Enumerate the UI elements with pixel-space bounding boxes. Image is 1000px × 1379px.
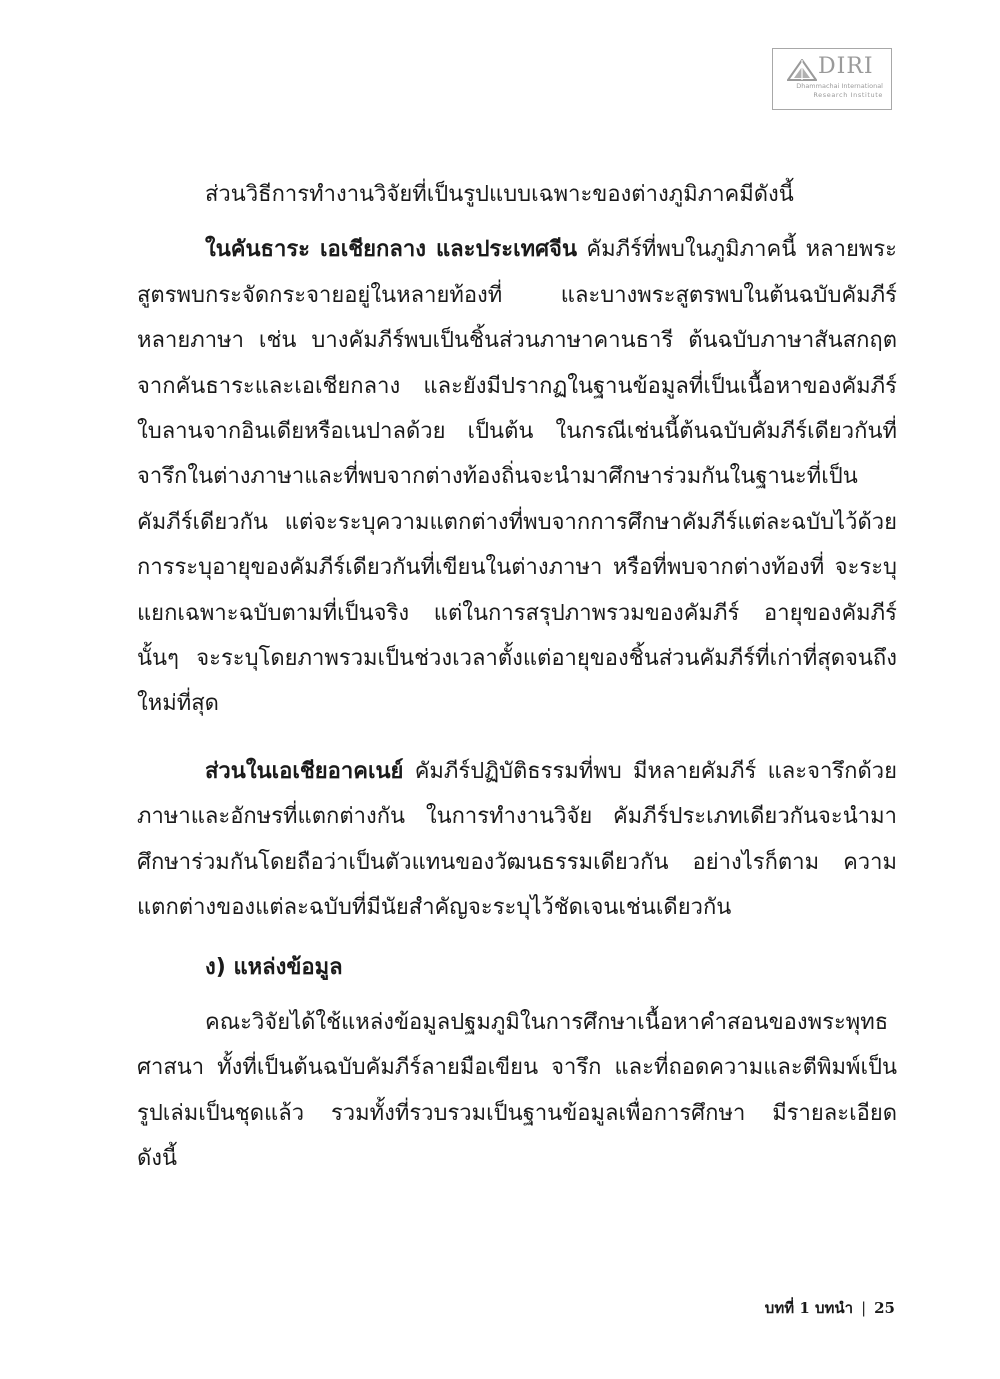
paragraph-data-sources: คณะวิจัยได้ใช้แหล่งข้อมูลปฐมภูมิในการศึกษาเนื้อหาคำสอนของพระพุทธศาสนา ทั้งที่เป็นต้นฉบับคัมภีร์ลายมือเขียน จารึก และที่ถอดความและตีพิมพ์เป็นรูปเล่มเป็นชุดแล้ว รวมทั้งที่รวบรวมเป็นฐานข้อมูลเพื่อการศึกษา มีรายละเอียดดังนี้ [137,1009,897,1172]
chapter-label: บทที่ 1 บทนำ [764,1299,854,1317]
page-footer [765,1296,895,1320]
diri-logo [772,48,892,110]
page-body [137,172,897,1182]
section-heading: ง) แหล่งข้อมูล [205,954,343,980]
footer-separator: | [861,1299,867,1317]
triangle-logo-icon [787,59,817,81]
paragraph-central-asia [137,227,897,726]
logo-subtitle: Dhammachai International [796,82,883,90]
logo-subtitle-2: Research Institute [813,91,883,99]
paragraph-text: คัมภีร์ที่พบในภูมิภาคนี้ หลายพระสูตรพบกระจัดกระจายอยู่ในหลายท้องที่ และบางพระสูตรพบในต้นฉบับคัมภีร์หลายภาษา เช่น บางคัมภีร์พบเป็นชิ้นส่วนภาษาคานธารี ต้นฉบับภาษาสันสกฤตจากคันธาระและเอเชียกลาง และยังมีปรากฏในฐานข้อมูลที่เป็นเนื้อหาของคัมภีร์ใบลานจากอินเดียหรือเนปาลด้วย เป็นต้น ในกรณีเช่นนี้ต้นฉบับคัมภีร์เดียวกันที่จารึกในต่างภาษาและที่พบจากต่างท้องถิ่นจะนำมาศึกษาร่วมกันในฐานะที่เป็นคัมภีร์เดียวกัน แต่จะระบุความแตกต่างที่พบจากการศึกษาคัมภีร์แต่ละฉบับไว้ด้วย การระบุอายุของคัมภีร์เดียวกันที่เขียนในต่างภาษา หรือที่พบจากต่างท้องที่ จะระบุแยกเฉพาะฉบับตามที่เป็นจริง แต่ในการสรุปภาพรวมของคัมภีร์ อายุของคัมภีร์นั้นๆ จะระบุโดยภาพรวมเป็นช่วงเวลาตั้งแต่อายุของชิ้นส่วนคัมภีร์ที่เก่าที่สุดจนถึงใหม่ที่สุด [137,237,897,717]
paragraph-southeast-asia [137,749,897,931]
paragraph-lead-bold: ส่วนในเอเชียอาคเนย์ [205,758,404,784]
page-number: 25 [874,1299,895,1317]
logo-name: DIRI [818,54,874,79]
paragraph-lead-bold: ในคันธาระ เอเชียกลาง และประเทศจีน [205,237,577,263]
intro-paragraph: ส่วนวิธีการทำงานวิจัยที่เป็นรูปแบบเฉพาะของต่างภูมิภาคมีดังนี้ [205,182,794,207]
paragraph-text: คัมภีร์ปฏิบัติธรรมที่พบ มีหลายคัมภีร์ และจารึกด้วยภาษาและอักษรที่แตกต่างกัน ในการทำงานวิจัย คัมภีร์ประเภทเดียวกันจะนำมาศึกษาร่วมกันโดยถือว่าเป็นตัวแทนของวัฒนธรรมเดียวกัน อย่างไรก็ตาม ความแตกต่างของแต่ละฉบับที่มีนัยสำคัญจะระบุไว้ชัดเจนเช่นเดียวกัน [137,758,897,921]
